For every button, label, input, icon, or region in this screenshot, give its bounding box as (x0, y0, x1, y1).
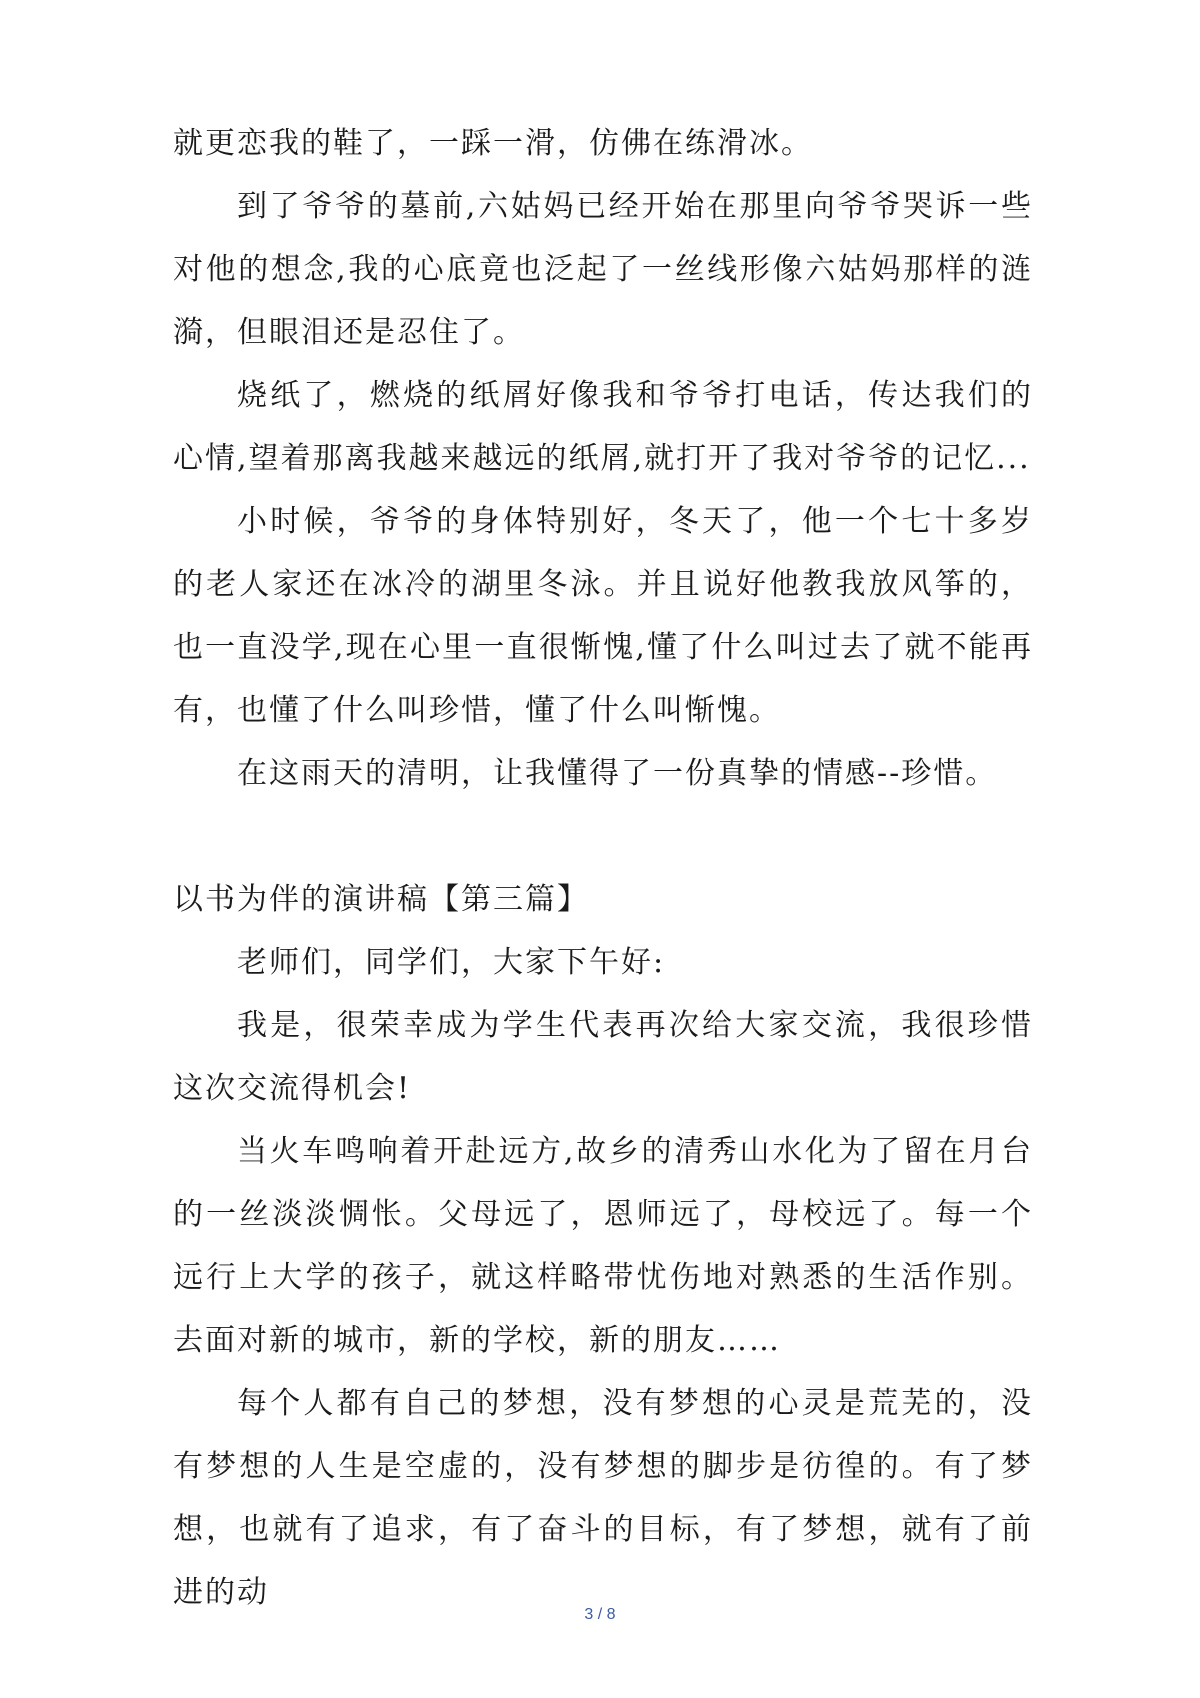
section-spacer (173, 805, 1033, 868)
paragraph-greeting: 老师们，同学们，大家下午好: (237, 945, 666, 980)
paragraph-continuation: 就更恋我的鞋了，一踩一滑，仿佛在练滑冰。 (173, 126, 813, 161)
paragraph-dreams: 每个人都有自己的梦想，没有梦想的心灵是荒芜的，没有梦想的人生是空虚的，没有梦想的脚步是彷徨的。有了梦想，也就有了追求，有了奋斗的目标，有了梦想，就有了前进的动 (173, 1386, 1033, 1610)
paragraph-conclusion: 在这雨天的清明，让我懂得了一份真挚的情感--珍惜。 (237, 756, 998, 791)
paragraph-grave-visit: 到了爷爷的墓前,六姑妈已经开始在那里向爷爷哭诉一些对他的想念,我的心底竟也泛起了一丝线形像六姑妈那样的涟漪，但眼泪还是忍住了。 (173, 189, 1033, 350)
page-number: 3 / 8 (584, 1606, 616, 1623)
section-title: 以书为伴的演讲稿【第三篇】 (173, 882, 589, 917)
paragraph-childhood-memory: 小时候，爷爷的身体特别好，冬天了，他一个七十多岁的老人家还在冰冷的湖里冬泳。并且说好他教我放风筝的，也一直没学,现在心里一直很惭愧,懂了什么叫过去了就不能再有，也懂了什么叫珍惜，懂了什么叫惭愧。 (173, 504, 1033, 728)
paragraph-departure: 当火车鸣响着开赴远方,故乡的清秀山水化为了留在月台的一丝淡淡惆怅。父母远了，恩师远了，母校远了。每一个远行上大学的孩子，就这样略带忧伤地对熟悉的生活作别。去面对新的城市，新的学校，新的朋友…… (173, 1134, 1033, 1358)
paragraph-introduction: 我是，很荣幸成为学生代表再次给大家交流，我很珍惜这次交流得机会! (173, 1008, 1033, 1106)
document-body (173, 112, 1033, 1624)
paragraph-burning-paper: 烧纸了，燃烧的纸屑好像我和爷爷打电话，传达我们的心情,望着那离我越来越远的纸屑,就打开了我对爷爷的记忆... (173, 378, 1033, 476)
